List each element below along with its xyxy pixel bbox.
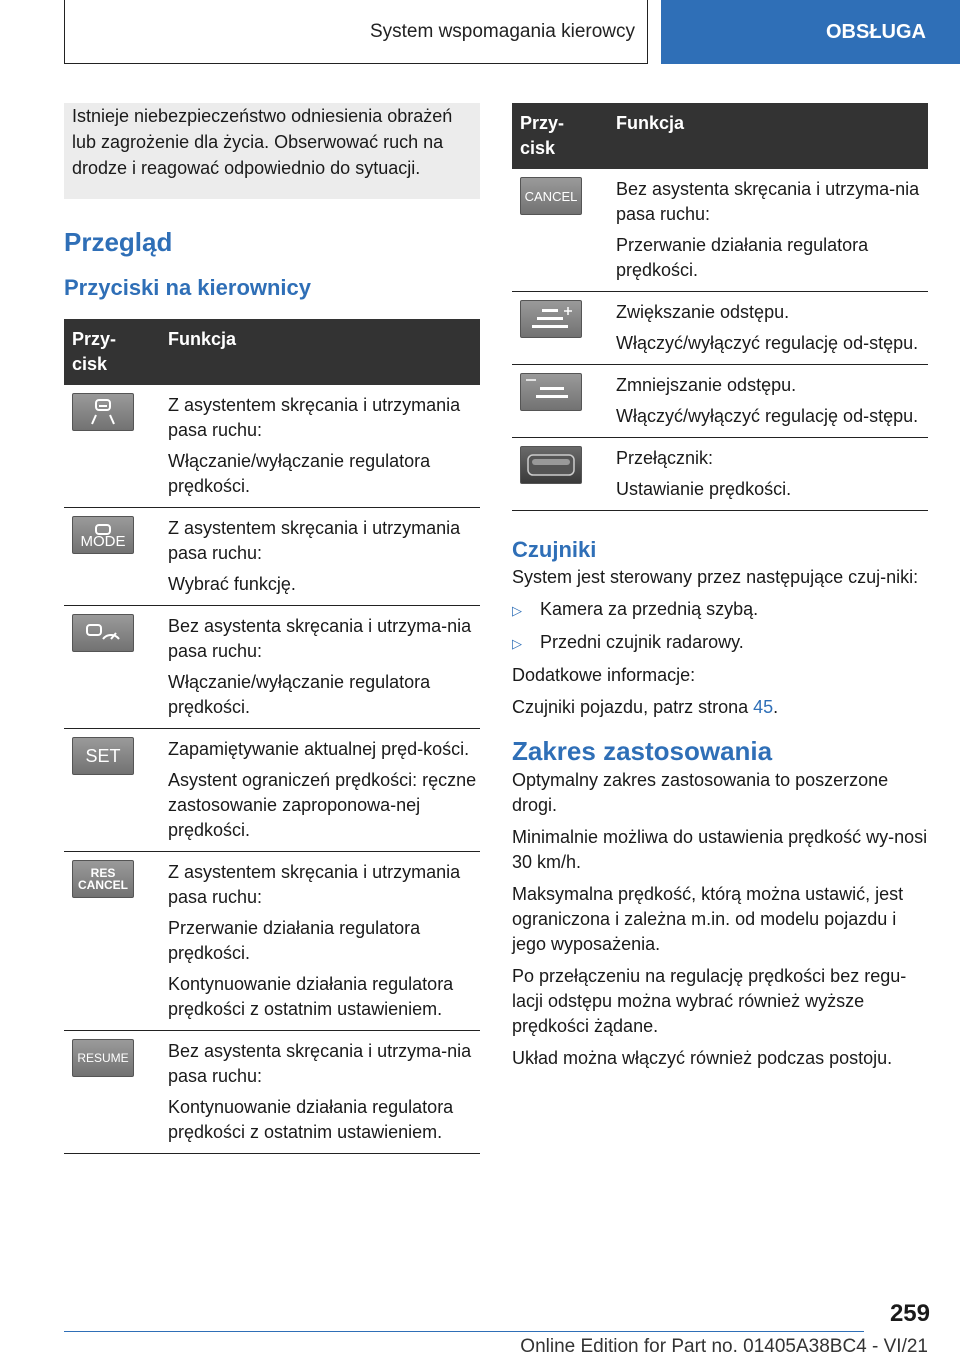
table-header-row [64, 319, 480, 385]
list-item-text: Przedni czujnik radarowy. [540, 632, 744, 652]
table-row [512, 292, 928, 365]
range-paragraph: Minimalnie możliwa do ustawienia prędkość wy-nosi 30 km/h. [512, 827, 928, 872]
col-header-function: Funkcja [608, 103, 928, 169]
warning-box: Istnieje niebezpieczeństwo odniesienia obrażeń lub zagrożenie dla życia. Obserwować ruch na drodze i reagować odpowiednio do sytuacji. [64, 103, 480, 199]
row-text: Asystent ograniczeń prędkości: ręczne zastosowanie zaproponowa-nej prędkości. [168, 770, 477, 840]
table-row [64, 1031, 480, 1154]
row-text: Zwiększanie odstępu. [616, 302, 790, 322]
range-paragraph: Optymalny zakres zastosowania to poszerzone drogi. [512, 770, 889, 815]
heading-overview: Przegląd [64, 227, 173, 257]
table-row [512, 169, 928, 292]
row-text: Włączyć/wyłączyć regulację od-stępu. [616, 406, 919, 426]
row-text: Przerwanie działania regulatora prędkości. [616, 235, 869, 280]
header-chapter [661, 0, 960, 64]
page-link[interactable]: 45 [753, 697, 774, 717]
row-text: Zapamiętywanie aktualnej pręd-kości. [168, 739, 470, 759]
distance-decrease-icon [520, 373, 582, 411]
row-text: Włączyć/wyłączyć regulację od-stępu. [616, 333, 919, 353]
list-item [512, 597, 928, 623]
heading-buttons: Przyciski na kierownicy [64, 275, 312, 300]
table-row [64, 852, 480, 1031]
sensors-more: Dodatkowe informacje: [512, 665, 696, 685]
row-text: Bez asystenta skręcania i utrzyma-nia pasa ruchu: [168, 1041, 472, 1086]
reference-text: Czujniki pojazdu, patrz strona [512, 697, 754, 717]
list-item [512, 630, 928, 656]
table-row [512, 365, 928, 438]
buttons-table-right [512, 103, 928, 511]
set-icon: SET [72, 737, 134, 775]
table-row [64, 729, 480, 852]
distance-increase-icon [520, 300, 582, 338]
table-row [64, 606, 480, 729]
list-item-text: Kamera za przednią szybą. [540, 599, 759, 619]
header-section-title: System wspomagania kierowcy [369, 20, 635, 42]
range-paragraph: Maksymalna prędkość, którą można ustawić, jest ograniczona i zależna m.in. od modelu pojazdu i jego wyposażenia. [512, 884, 904, 954]
resume-icon: RESUME [72, 1039, 134, 1077]
header-section [64, 0, 648, 64]
heading-range: Zakres zastosowania [512, 736, 773, 766]
bullet-triangle-icon: ▷ [512, 603, 522, 618]
col-header-button: Przy- cisk [512, 103, 608, 169]
row-text: Włączanie/wyłączanie regulatora prędkości. [168, 672, 431, 717]
row-text: Włączanie/wyłączanie regulatora prędkości. [168, 451, 431, 496]
row-text: Bez asystenta skręcania i utrzyma-nia pasa ruchu: [616, 179, 920, 224]
row-text: Z asystentem skręcania i utrzymania pasa ruchu: [168, 518, 461, 563]
row-text: Ustawianie prędkości. [616, 479, 792, 499]
page-number: 259 [889, 1300, 930, 1327]
reference-end: . [773, 697, 779, 717]
cruise-control-icon [72, 614, 134, 652]
right-column [512, 103, 928, 1078]
range-paragraph: Po przełączeniu na regulację prędkości bez regu-lacji odstępu można wybrać również wyższe prędkości żądane. [512, 966, 907, 1036]
table-row [512, 438, 928, 511]
bullet-triangle-icon: ▷ [512, 636, 522, 651]
heading-sensors: Czujniki [512, 537, 597, 562]
col-header-function: Funkcja [160, 319, 480, 385]
row-text: Przełącznik: [616, 448, 714, 468]
row-text: Bez asystenta skręcania i utrzyma-nia pasa ruchu: [168, 616, 472, 661]
lane-assist-icon [72, 393, 134, 431]
left-column [64, 103, 480, 1154]
table-row [64, 385, 480, 508]
row-text: Z asystentem skręcania i utrzymania pasa ruchu: [168, 395, 461, 440]
row-text: Z asystentem skręcania i utrzymania pasa ruchu: [168, 862, 461, 907]
row-text: Zmniejszanie odstępu. [616, 375, 797, 395]
mode-icon: MODE [72, 516, 134, 554]
sensors-reference [512, 695, 928, 720]
buttons-table-left [64, 319, 480, 1154]
row-text: Kontynuowanie działania regulatora prędkości z ostatnim ustawieniem. [168, 1097, 454, 1142]
row-text: Wybrać funkcję. [168, 574, 296, 594]
footer-divider [64, 1331, 864, 1332]
sensors-intro: System jest sterowany przez następujące czuj-niki: [512, 567, 919, 587]
cancel-icon: CANCEL [520, 177, 582, 215]
row-text: Kontynuowanie działania regulatora prędkości z ostatnim ustawieniem. [168, 974, 454, 1019]
col-header-button: Przy- cisk [64, 319, 160, 385]
rocker-switch-icon [520, 446, 582, 484]
row-text: Przerwanie działania regulatora prędkości. [168, 918, 421, 963]
res-cancel-icon: RES CANCEL [72, 860, 134, 898]
footer-text: Online Edition for Part no. 01405A38BC4 - VI/21 [520, 1336, 928, 1357]
range-paragraph: Układ można włączyć również podczas postoju. [512, 1048, 893, 1068]
header-chapter-title: OBSŁUGA [826, 20, 926, 43]
table-row [64, 508, 480, 606]
table-header-row [512, 103, 928, 169]
